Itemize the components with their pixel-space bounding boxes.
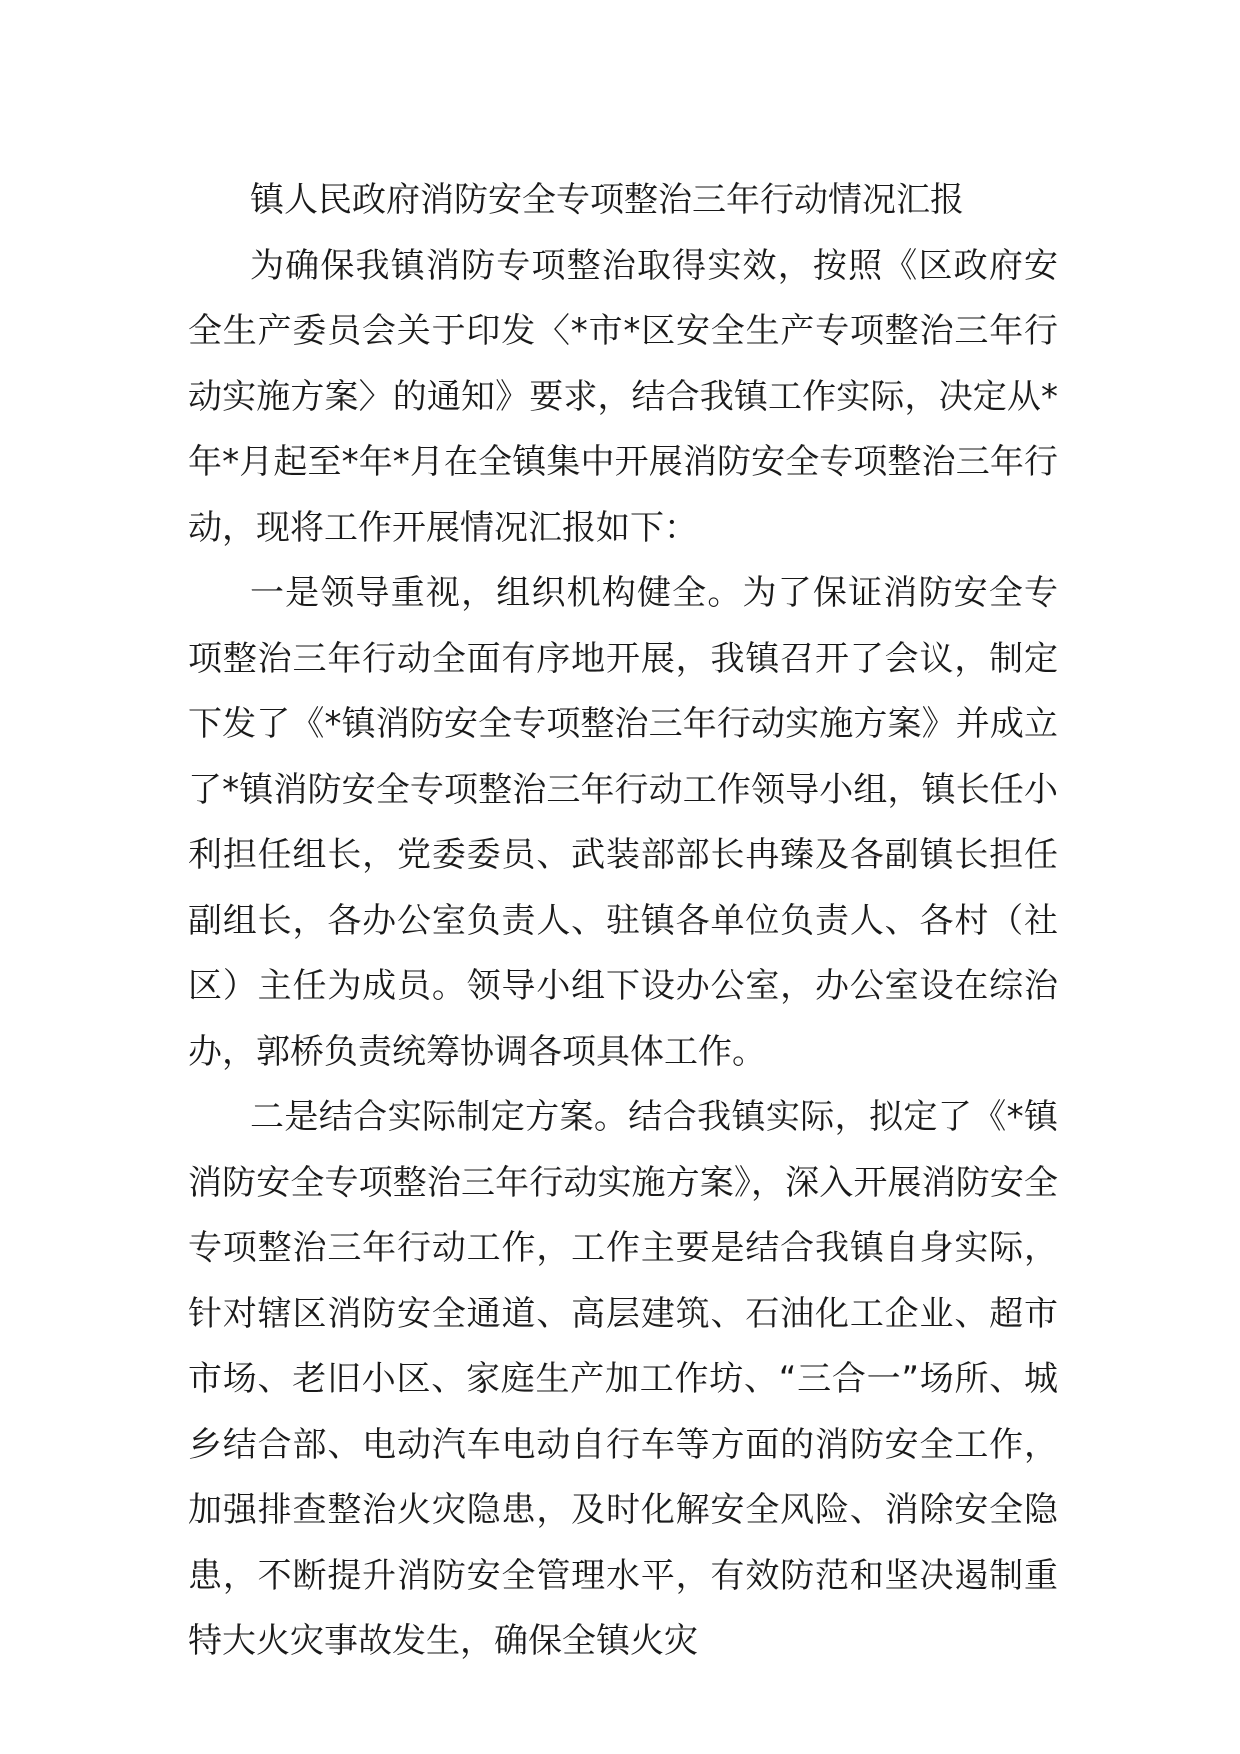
document-body [188,168,1058,1675]
document-title: 镇人民政府消防安全专项整治三年行动情况汇报 [250,180,964,220]
paragraph-intro: 为确保我镇消防专项整治取得实效，按照《区政府安全生产委员会关于印发〈*市*区安全生产专项整治三年行动实施方案〉的通知》要求，结合我镇工作实际，决定从*年*月起至*年*月在全镇集中开展消防安全专项整治三年行动，现将工作开展情况汇报如下： [188,245,1058,548]
paragraph-leadership: 一是领导重视，组织机构健全。为了保证消防安全专项整治三年行动全面有序地开展，我镇召开了会议，制定下发了《*镇消防安全专项整治三年行动实施方案》并成立了*镇消防安全专项整治三年行动工作领导小组，镇长任小利担任组长，党委委员、武装部部长冉臻及各副镇长担任副组长，各办公室负责人、驻镇各单位负责人、各村（社区）主任为成员。领导小组下设办公室，办公室设在综治办，郭桥负责统筹协调各项具体工作。 [188,573,1058,1072]
paragraph-plan: 二是结合实际制定方案。结合我镇实际，拟定了《*镇消防安全专项整治三年行动实施方案》，深入开展消防安全专项整治三年行动工作，工作主要是结合我镇自身实际，针对辖区消防安全通道、高层建筑、石油化工企业、超市市场、老旧小区、家庭生产加工作坊、“三合一”场所、城乡结合部、电动汽车电动自行车等方面的消防安全工作，加强排查整治火灾隐患，及时化解安全风险、消除安全隐患，不断提升消防安全管理水平，有效防范和坚决遏制重特大火灾事故发生，确保全镇火灾 [188,1097,1058,1661]
